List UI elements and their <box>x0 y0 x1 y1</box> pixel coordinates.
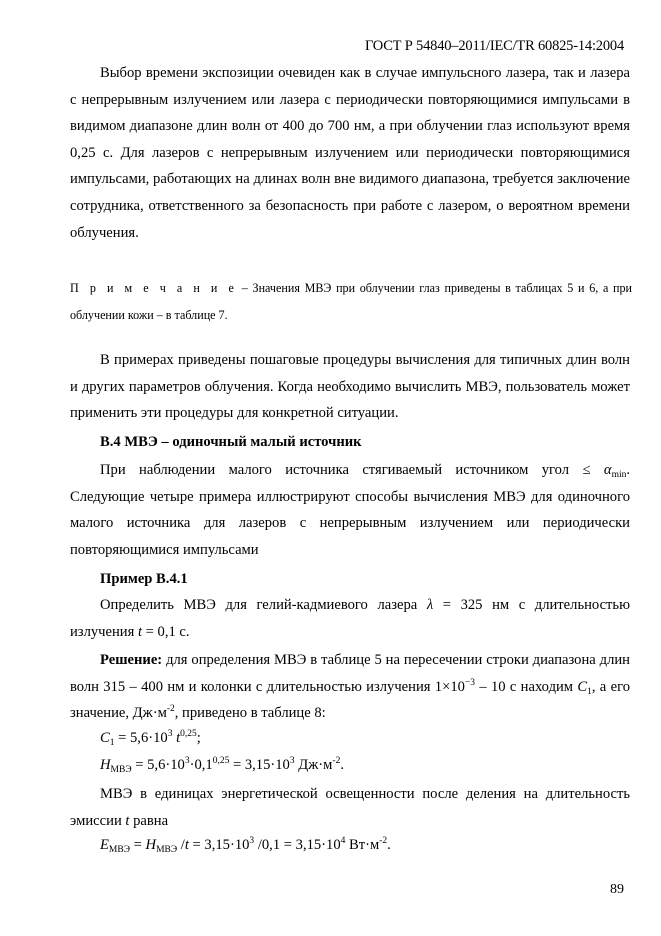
page-number: 89 <box>610 882 624 897</box>
paragraph-irradiance: МВЭ в единицах энергетической освещенности после деления на длительность эмиссии t равна <box>70 786 630 829</box>
note-label: П р и м е ч а н и е <box>70 281 238 295</box>
formula-c1: $C_1 = 5,6\cdot 10^3$ $t^{0,25}$; <box>100 729 201 748</box>
formula-h-mve: $H_{МВЭ} = 5,6\cdot 10^3\cdot 0,1^{0,25} = 3,15\cdot 10^3$ $Дж\cdot м^{-2}$. <box>100 756 344 775</box>
note-text: – Значения МВЭ при облучении глаз приведены в таблицах 5 и 6, а при облучении кожи – в таблице 7. <box>70 281 633 322</box>
paragraph-small-source: При наблюдении малого источника стягиваемый источником угол ≤ $\alpha_{min}$. Следующие четыре примера иллюстрируют способы вычисления МВЭ для одиночного малого источника для лазеров с непрерывным излучением или периодически повторяющимися импульсами <box>70 462 630 558</box>
paragraph-solution: Решение: для определения МВЭ в таблице 5 на пересечении строки диапазона длин волн 315 – 400 нм и колонки с длительностью излучения $1\times 10^{-3} - 10$ с находим $C_1$, а его значение, $Дж\cdot м^{-2}$, приведено в таблице 8: <box>70 652 630 722</box>
note <box>70 275 632 328</box>
section-heading-b4: В.4 МВЭ – одиночный малый источник <box>100 434 362 450</box>
paragraph-example-task: Определить МВЭ для гелий-кадмиевого лазера λ = 325 нм с длительностью излучения t = 0,1 с. <box>70 597 630 640</box>
alpha-symbol: α <box>603 462 612 478</box>
formula-e-mve: $E_{МВЭ} = H_{МВЭ}$ $/t = 3,15\cdot 10^3$ $/0,1 = 3,15\cdot 10^4$ $Вт\cdot м^{-2}$. <box>100 836 391 855</box>
paragraph-exposure-time: Выбор времени экспозиции очевиден как в случае импульсного лазера, так и лазера с непрерывным излучением или лазера с периодически повторяющимися импульсами в видимом диапазоне длин волн от 400 до 700 нм, а при облучении глаз используют время 0,25 с. Для лазеров с непрерывным излучением или периодически повторяющимися импульсами, работающих на длинах волн вне видимого диапазона, требуется заключение сотрудника, ответственного за безопасность при работе с лазером, о вероятном времени облучения. <box>70 65 630 241</box>
paragraph-examples-intro: В примерах приведены пошаговые процедуры вычисления для типичных длин волн и других параметров облучения. Когда необходимо вычислить МВЭ, пользователь может применить эти процедуры для конкретной ситуации. <box>70 352 630 422</box>
document-header: ГОСТ Р 54840–2011/IEC/TR 60825-14:2004 <box>364 38 624 54</box>
example-heading: Пример В.4.1 <box>100 571 188 587</box>
solution-label: Решение: <box>100 652 163 668</box>
